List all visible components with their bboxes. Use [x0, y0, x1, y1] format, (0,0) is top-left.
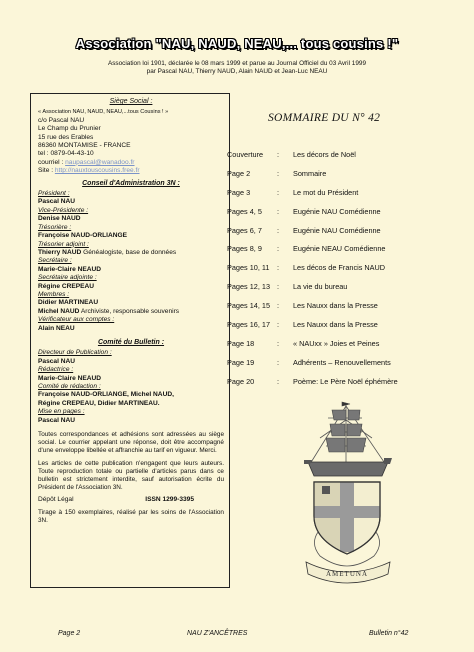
layout-role: Mise en pages : — [38, 408, 85, 416]
toc-title: Eugénie NEAU Comédienne — [293, 244, 386, 254]
email-link[interactable]: naupascal@wanadoo.fr — [65, 158, 135, 166]
email-label: courriel : — [38, 158, 66, 166]
masthead-title: Association "NAU, NAUD, NEAU,... tous cousins !" — [75, 36, 399, 51]
publication-director-name: Pascal NAU — [38, 357, 76, 365]
member-line — [38, 308, 224, 316]
toc-page: Pages 16, 17 — [227, 320, 271, 330]
toc-page: Page 19 — [227, 357, 255, 367]
vice-president-role: Vice-Présidente : — [38, 206, 89, 214]
toc-title: Les décors de Noël — [293, 150, 356, 159]
toc-page: Page 3 — [227, 187, 251, 197]
deputy-treasurer-note: Généalogiste, base de données — [81, 248, 177, 256]
toc-page: Pages 8, 9 — [227, 244, 262, 254]
auditor-name: Alain NEAU — [38, 324, 75, 332]
toc-title: « NAUxx » Joies et Peines — [293, 338, 380, 348]
toc-page: Pages 6, 7 — [227, 225, 262, 235]
toc-title: Eugénie NAU Comédienne — [293, 206, 381, 216]
toc-title: Poème: Le Père Noël éphémère — [293, 376, 398, 386]
association-name: « Association NAU, NAUD, NEAU,...tous Cousins ! » — [38, 109, 169, 116]
publication-director-role: Directeur de Publication : — [38, 349, 112, 357]
subtitle-line-1: Association loi 1901, déclarée le 08 mars 1999 et parue au Journal Officiel du 03 Avril 1999 — [107, 60, 367, 67]
treasurer-name: Françoise NAUD-ORLIANGE — [38, 232, 128, 240]
member-name: Michel NAUD — [38, 307, 80, 315]
conseil-heading: Conseil d'Administration 3N : — [82, 179, 180, 187]
toc-title: Sommaire — [293, 168, 327, 178]
deputy-treasurer-role: Trésorier adjoint : — [38, 240, 89, 248]
email-line — [38, 159, 224, 167]
member-note: Archiviste, responsable souvenirs — [79, 307, 180, 315]
address-line: 15 rue des Erables — [38, 133, 94, 141]
toc-page: Pages 14, 15 — [227, 301, 271, 311]
editorial-committee-role: Comité de rédaction : — [38, 383, 101, 390]
site-line — [38, 167, 224, 175]
layout-name: Pascal NAU — [38, 416, 76, 424]
toc-title: La vie du bureau — [293, 282, 348, 292]
toc-colon: : — [277, 282, 280, 292]
toc-page: Pages 4, 5 — [227, 206, 262, 216]
treasurer-role: Trésorière : — [38, 223, 72, 231]
site-link[interactable]: http://nauxtouscousins.free.fr — [54, 167, 140, 175]
toc-page: Pages 12, 13 — [227, 282, 271, 292]
association-subtitle — [60, 60, 414, 76]
deputy-treasurer-line — [38, 249, 224, 257]
toc-colon: : — [277, 320, 280, 330]
comite-heading: Comité du Bulletin : — [97, 338, 165, 346]
address-line: Le Champ du Prunier — [38, 125, 101, 133]
member-name: Didier MARTINEAU — [38, 299, 99, 307]
toc-colon: : — [277, 376, 280, 386]
toc-colon: : — [277, 244, 280, 254]
toc-title: Les Nauxx dans la Presse — [293, 320, 378, 330]
legal-deposit-line — [38, 496, 224, 504]
toc-page: Pages 10, 11 — [227, 263, 270, 273]
footer-issue-number: Bulletin n°42 — [369, 630, 409, 637]
deputy-treasurer-name: Thierry NAUD — [38, 248, 82, 256]
auditor-role: Vérificateur aux comptes : — [38, 316, 115, 324]
toc-colon: : — [277, 263, 280, 273]
toc-title: Les décos de Francis NAUD — [293, 263, 386, 273]
toc-colon: : — [277, 357, 280, 367]
toc-title: Eugénie NAU Comédienne — [293, 225, 381, 235]
toc-title: Adhérents – Renouvellements — [293, 357, 391, 367]
info-panel — [30, 93, 230, 588]
issn-number: ISSN 1299-3395 — [145, 496, 194, 504]
toc-page: Page 2 — [227, 168, 251, 178]
legal-deposit-label: Dépôt Légal — [38, 496, 74, 504]
siege-heading: Siège Social : — [109, 98, 153, 105]
toc-colon: : — [277, 168, 280, 178]
subtitle-line-2: par Pascal NAU, Thierry NAUD, Alain NAUD et Jean-Luc NEAU — [146, 68, 328, 76]
toc-colon: : — [277, 225, 280, 235]
copyright-paragraph: Les articles de cette publication n'engagent que leurs auteurs. Toute reproduction totale ou partielle d'articles parus dans ce bulletin est strictement interdite, sauf autorisation écrite du Président de l'Association 3N. — [38, 459, 224, 492]
footer-page-number: Page 2 — [58, 630, 81, 637]
address-line: 86360 MONTAMISE - FRANCE — [38, 142, 131, 150]
deputy-secretary-name: Régine CREPEAU — [38, 282, 95, 290]
editor-name: Marie-Claire NEAUD — [38, 374, 102, 382]
toc-colon: : — [277, 206, 280, 216]
editorial-committee-names: Régine CREPEAU, Didier MARTINEAU. — [38, 399, 160, 407]
address-line: c/o Pascal NAU — [38, 116, 85, 124]
toc-page: Page 20 — [227, 376, 255, 386]
editor-role: Rédactrice : — [38, 366, 74, 374]
footer-publication-name: NAU Z'ANCÊTRES — [187, 630, 248, 637]
editorial-committee-names: Françoise NAUD-ORLIANGE, Michel NAUD, — [38, 391, 174, 399]
toc-colon: : — [277, 338, 280, 348]
secretary-name: Marie-Claire NEAUD — [38, 265, 102, 273]
toc-page: Couverture — [227, 150, 264, 159]
toc-page: Page 18 — [227, 338, 255, 348]
deputy-secretary-role: Secrétaire adjointe : — [38, 274, 97, 282]
ship-crest-emblem — [296, 398, 400, 584]
toc-colon: : — [277, 187, 280, 197]
site-label: Site : — [38, 167, 55, 175]
toc-title: Les Nauxx dans la Presse — [293, 301, 378, 311]
vice-president-name: Denise NAUD — [38, 215, 81, 223]
print-run-paragraph: Tirage à 150 exemplaires, réalisé par les soins de l'Association 3N. — [38, 508, 224, 525]
president-name: Pascal NAU — [38, 198, 76, 206]
correspondence-paragraph: Toutes correspondances et adhésions sont adressées au siège social. Le courrier appelant une réponse, doit être accompagné d'une enveloppe libellée et affranchie au tarif en vigueur. Merci. — [38, 431, 224, 455]
phone-number: tel : 0879-04-43-10 — [38, 150, 94, 158]
toc-colon: : — [277, 301, 280, 311]
crest-motto: AMETUNA — [326, 570, 368, 578]
president-role: Président : — [38, 190, 70, 198]
members-role: Membres : — [38, 290, 70, 298]
secretary-role: Secrétaire : — [38, 257, 72, 265]
toc-title: Le mot du Président — [293, 187, 359, 197]
toc-colon: : — [277, 150, 280, 159]
table-of-contents-title: SOMMAIRE DU N° 42 — [268, 112, 381, 124]
